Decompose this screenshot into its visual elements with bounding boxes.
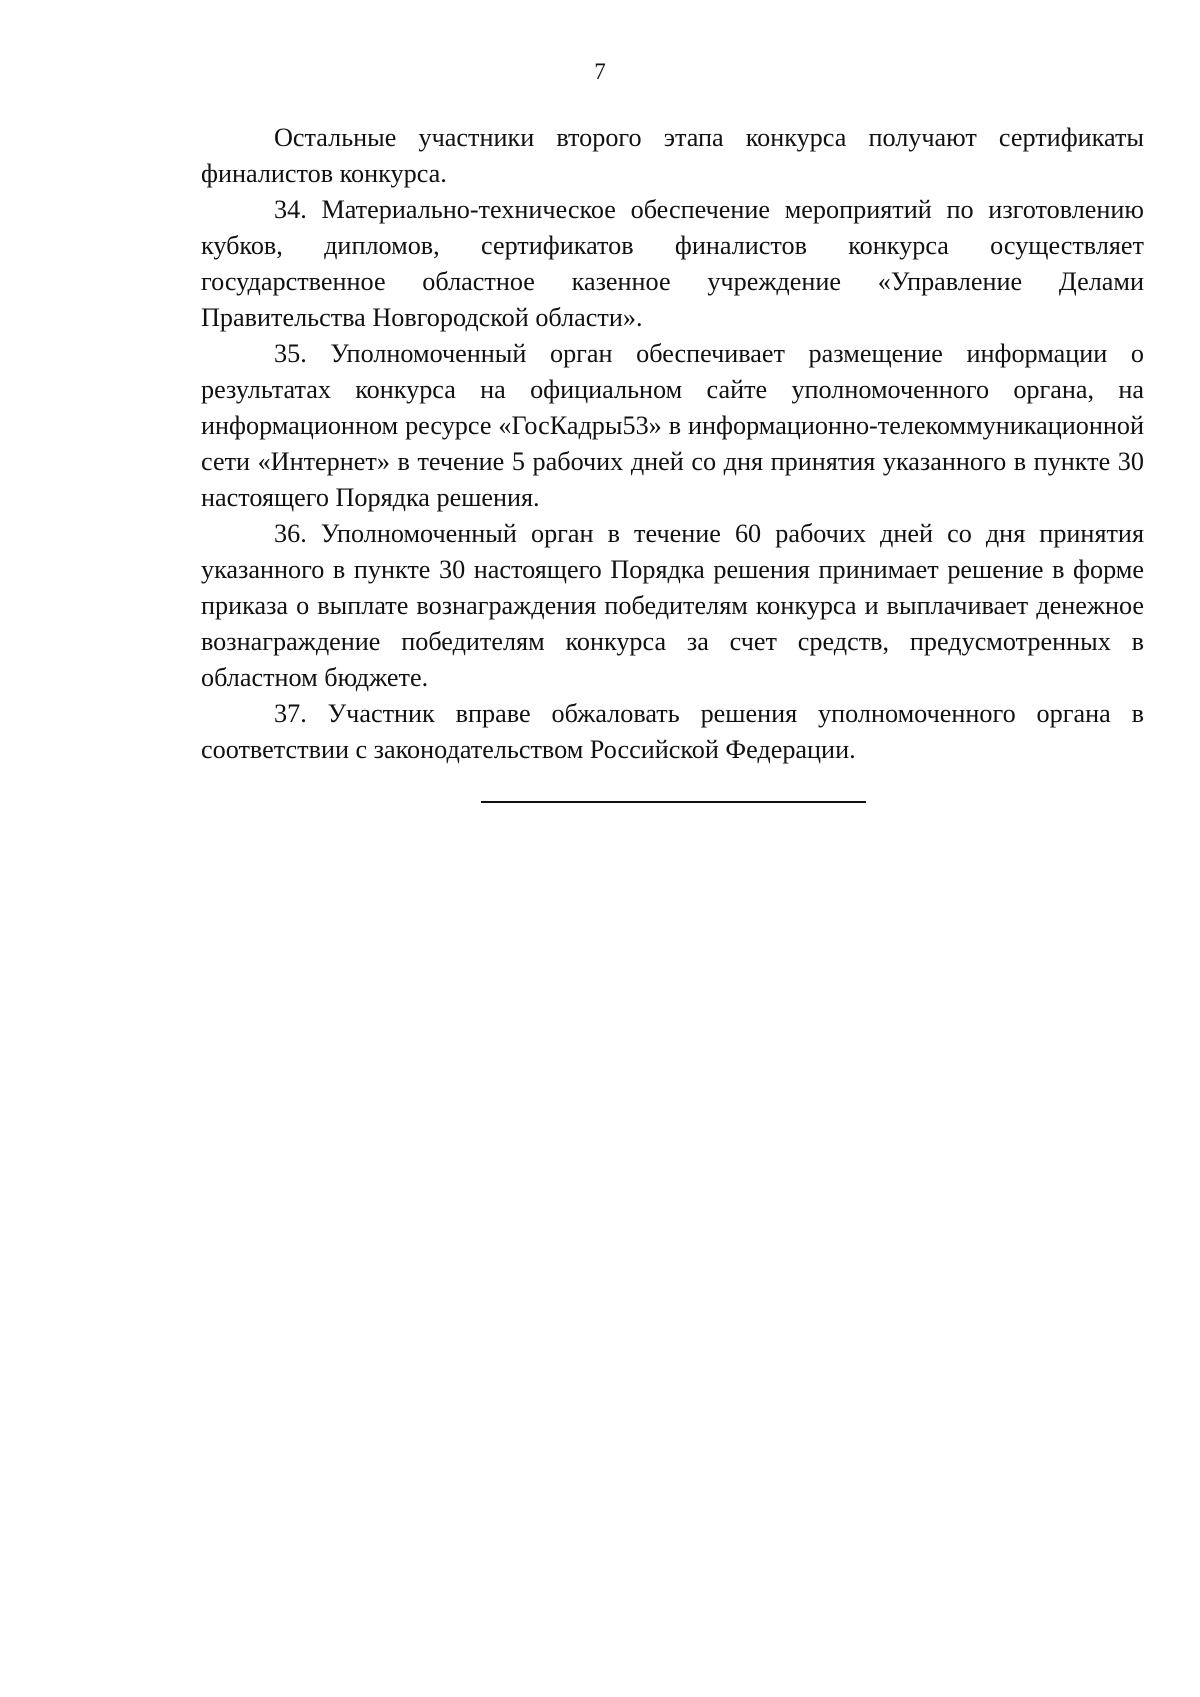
document-body [201,120,1144,768]
end-of-document-line [481,801,866,803]
page-number: 7 [594,59,606,84]
paragraph-finalists-certificates: Остальные участники второго этапа конкурса получают сертификаты финалистов конкурса. [201,123,1144,188]
paragraph-36: 36. Уполномоченный орган в течение 60 рабочих дней со дня принятия указанного в пункте 30 настоящего Порядка решения принимает решение в форме приказа о выплате вознаграждения победителям конкурса и выплачивает денежное вознаграждение победителям конкурса за счет средств, предусмотренных в областном бюджете. [201,519,1144,692]
paragraph-37: 37. Участник вправе обжаловать решения уполномоченного органа в соответствии с законодательством Российской Федерации. [201,699,1144,764]
paragraph-35: 35. Уполномоченный орган обеспечивает размещение информации о результатах конкурса на официальном сайте уполномоченного органа, на информационном ресурсе «ГосКадры53» в информационно-телекоммуникационной сети «Интернет» в течение 5 рабочих дней со дня принятия указанного в пункте 30 настоящего Порядка решения. [201,339,1144,512]
paragraph-34: 34. Материально-техническое обеспечение мероприятий по изготовлению кубков, дипломов, сертификатов финалистов конкурса осуществляет государственное областное казенное учреждение «Управление Делами Правительства Новгородской области». [201,195,1144,332]
